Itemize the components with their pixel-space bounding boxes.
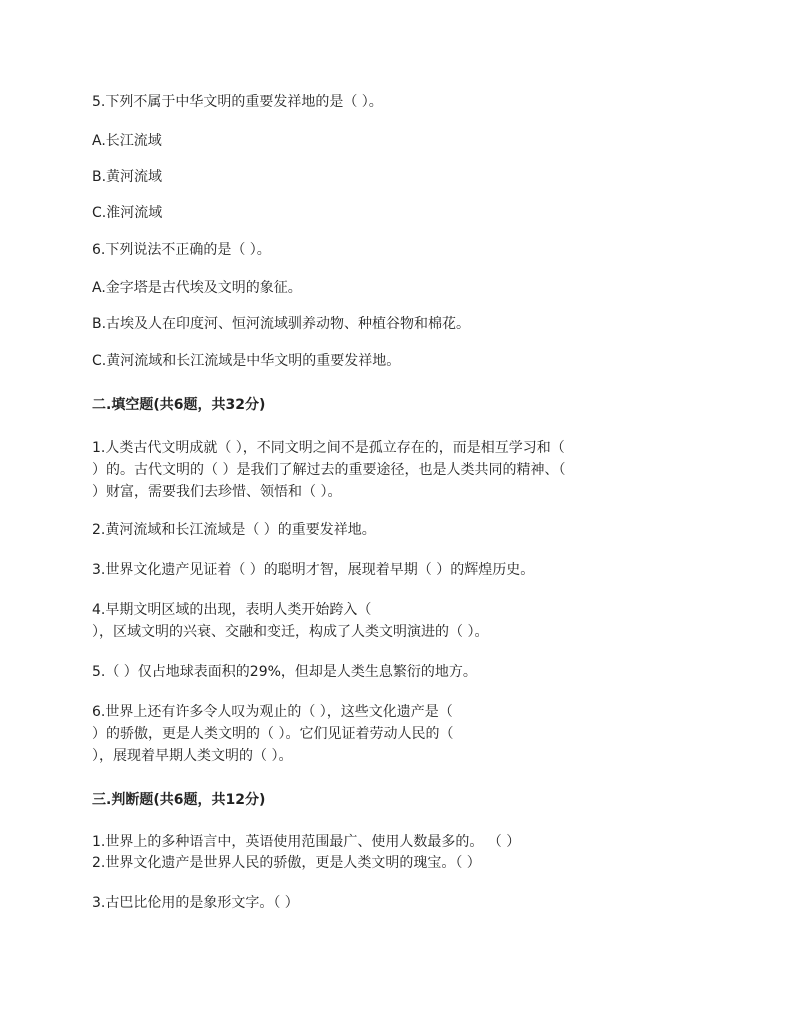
fill-blank-2: 2.黄河流域和长江流域是（ ）的重要发祥地。 (92, 522, 376, 538)
question-5-option-b: B.黄河流域 (92, 169, 163, 185)
fill-blank-1-line-3: ）财富，需要我们去珍惜、领悟和（ ）。 (92, 484, 342, 500)
fill-blank-4-line-1: 4.早期文明区域的出现，表明人类开始跨入（ (92, 602, 372, 618)
true-false-3: 3.古巴比伦用的是象形文字。（ ） (92, 895, 299, 911)
true-false-2: 2.世界文化遗产是世界人民的骄傲，更是人类文明的瑰宝。（ ） (92, 855, 481, 871)
section-3-heading: 三.判断题(共6题，共12分) (92, 792, 266, 808)
question-5-stem: 5.下列不属于中华文明的重要发祥地的是（ ）。 (92, 94, 383, 110)
question-5-option-c: C.淮河流域 (92, 205, 163, 221)
question-6-option-a: A.金字塔是古代埃及文明的象征。 (92, 280, 302, 296)
question-6-option-c: C.黄河流域和长江流域是中华文明的重要发祥地。 (92, 353, 401, 369)
fill-blank-6-line-1: 6.世界上还有许多令人叹为观止的（ ），这些文化遗产是（ (92, 704, 453, 720)
fill-blank-6-line-3: ），展现着早期人类文明的（ ）。 (92, 748, 293, 764)
fill-blank-1-line-1: 1.人类古代文明成就（ ），不同文明之间不是孤立存在的，而是相互学习和（ (92, 440, 565, 456)
fill-blank-6-line-2: ）的骄傲，更是人类文明的（ ）。它们见证着劳动人民的（ (92, 726, 454, 742)
fill-blank-3: 3.世界文化遗产见证着（ ）的聪明才智，展现着早期（ ）的辉煌历史。 (92, 562, 535, 578)
section-2-heading: 二.填空题(共6题，共32分) (92, 397, 266, 413)
fill-blank-4-line-2: ），区域文明的兴衰、交融和变迁，构成了人类文明演进的（ ）。 (92, 624, 489, 640)
fill-blank-5: 5.（ ）仅占地球表面积的29%，但却是人类生息繁衍的地方。 (92, 664, 477, 680)
question-6-option-b: B.古埃及人在印度河、恒河流域驯养动物、种植谷物和棉花。 (92, 316, 471, 332)
question-5-option-a: A.长江流域 (92, 133, 162, 149)
question-6-stem: 6.下列说法不正确的是（ ）。 (92, 242, 271, 258)
true-false-1: 1.世界上的多种语言中，英语使用范围最广、使用人数最多的。 （ ） (92, 834, 521, 850)
fill-blank-1-line-2: ）的。古代文明的（ ）是我们了解过去的重要途径，也是人类共同的精神、（ (92, 462, 566, 478)
